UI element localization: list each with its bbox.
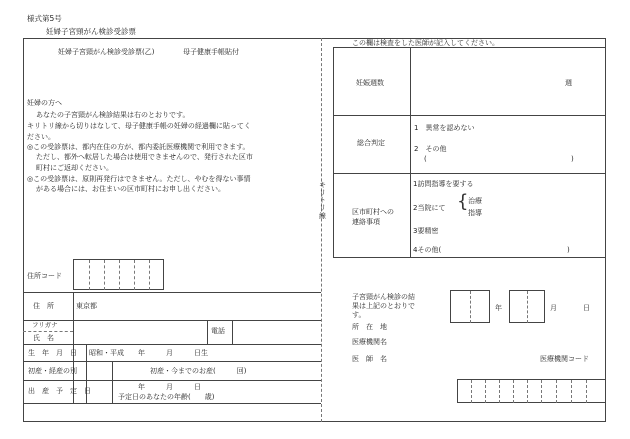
doctor-label: 医 師 名	[352, 355, 387, 363]
institution-code-boxes[interactable]	[457, 379, 606, 403]
weeks-unit: 週	[565, 79, 572, 87]
weeks-label: 妊娠週数	[356, 79, 384, 87]
cutline-label: キリトリ線	[319, 181, 326, 220]
message-line: キリトリ線から切りはなして、母子健康手帳の妊婦の経過欄に貼ってく	[27, 122, 251, 130]
contact-opt4[interactable]: 4その他(	[413, 246, 442, 254]
phone-label: 電話	[211, 327, 225, 335]
contact-label-line2: 連絡事項	[352, 218, 380, 226]
contact-opt3[interactable]: 3要精密	[413, 227, 439, 235]
location-label: 所 在 地	[352, 323, 387, 331]
message-line: ◎この受診票は、原則再発行はできません。ただし、やむを得ない事情	[27, 175, 251, 183]
result-line2: 果は上記のとおりで	[352, 302, 415, 310]
address-label: 住 所	[33, 302, 54, 310]
contact-opt2b[interactable]: 指導	[468, 209, 482, 217]
contact-label-line1: 区市町村への	[352, 208, 394, 216]
judgement-opt2[interactable]: 2 その他	[414, 145, 447, 153]
message-line: 町村にご返却ください。	[36, 164, 113, 172]
judgement-paren-close: )	[571, 155, 574, 163]
result-line3: す。	[352, 311, 366, 319]
phone-field[interactable]	[235, 322, 319, 342]
result-line1: 子宮頸がん検診の結	[352, 293, 415, 301]
birthdate-label: 生 年 月 日	[28, 349, 77, 357]
due-label: 出 産 予 定 日	[28, 387, 91, 395]
name-field[interactable]	[76, 322, 204, 342]
parity-label: 初産・経産の別	[28, 367, 77, 375]
message-line: あなたの子宮頸がん検診結果は右のとおりです。	[36, 111, 190, 119]
institution-code-label: 医療機関コード	[540, 355, 589, 363]
parity-field[interactable]: 初産・今までのお産( 回)	[150, 367, 247, 375]
message-line: がある場合には、お住まいの区市町村にお申し出ください。	[36, 185, 225, 193]
form-number: 様式第5号	[27, 14, 62, 23]
name-label: 氏 名	[33, 334, 54, 342]
message-line: ださい。	[27, 133, 55, 141]
contact-opt2a[interactable]: 治療	[468, 197, 482, 205]
day-label: 日	[583, 304, 590, 312]
attach-note: 母子健康手帳貼付	[183, 48, 239, 56]
address-value[interactable]: 東京都	[76, 302, 97, 310]
year-label: 年	[495, 304, 502, 312]
contact-opt1[interactable]: 1訪問指導を要する	[413, 180, 474, 188]
contact-opt4-close: )	[567, 246, 570, 254]
address-code-label: 住所コード	[27, 272, 62, 280]
birthdate-field[interactable]: 昭和・平成 年 月 日生	[89, 349, 208, 357]
institution-label: 医療機関名	[352, 338, 387, 346]
message-heading: 妊婦の方へ	[27, 99, 62, 107]
weeks-field[interactable]	[413, 50, 563, 112]
due-age-field[interactable]: 予定日のあなたの年齢( 歳)	[118, 393, 215, 401]
judgement-opt1[interactable]: 1 異常を認めない	[414, 124, 475, 132]
judgement-paren-open: (	[424, 155, 427, 163]
cut-line	[321, 38, 322, 422]
brace: {	[457, 191, 469, 212]
sub-title: 妊婦子宮頸がん検診受診票(乙)	[58, 48, 155, 56]
form-title: 妊婦子宮頸がん検診受診票	[46, 27, 136, 36]
month-label: 月	[550, 304, 557, 312]
doctor-note: この欄は検査をした医師が記入してください。	[352, 39, 499, 47]
contact-opt2[interactable]: 2当院にて	[413, 204, 446, 212]
judgement-label: 総合判定	[357, 139, 385, 147]
due-date-field[interactable]: 年 月 日	[138, 383, 201, 391]
message-line: ◎この受診票は、都内在住の方が、都内委託医療機関で利用できます。	[27, 143, 250, 151]
furigana-label: フリガナ	[32, 321, 58, 329]
message-line: ただし、都外へ転居した場合は使用できませんので、発行された区市	[36, 153, 253, 161]
